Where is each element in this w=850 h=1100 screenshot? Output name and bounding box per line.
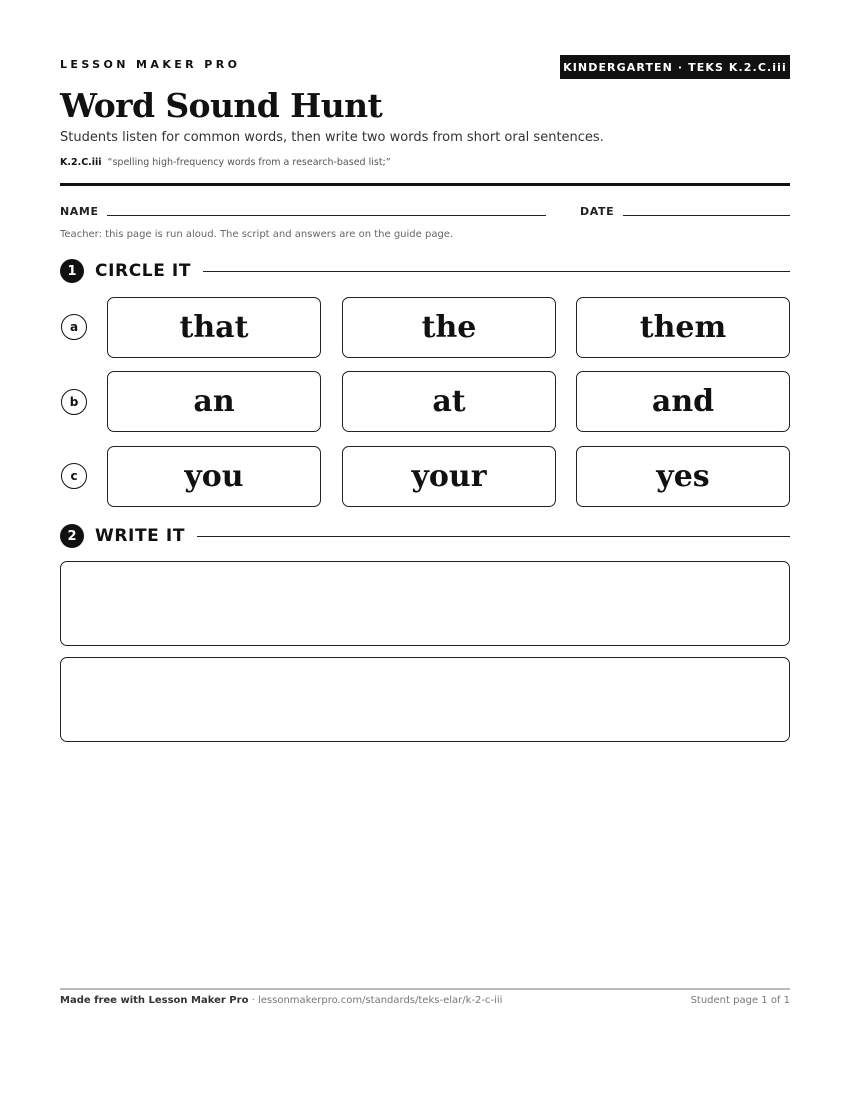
standard-code: K.2.C.iii [60,157,102,168]
row-letter-a: a [61,314,87,340]
header-divider [60,183,790,186]
word-card[interactable]: your [342,446,556,507]
word-card[interactable]: them [576,297,790,358]
word-card[interactable]: the [342,297,556,358]
page-subtitle: Students listen for common words, then write two words from short oral sentences. [60,130,604,145]
section-number-badge: 2 [60,524,84,548]
word-card[interactable]: that [107,297,321,358]
section-number-badge: 1 [60,259,84,283]
section-write-it-header [60,524,790,548]
section-title: WRITE IT [95,526,186,546]
brand-name: LESSON MAKER PRO [60,58,241,71]
date-label: DATE [580,205,615,218]
word-card[interactable]: you [107,446,321,507]
standard-text: “spelling high-frequency words from a research-based list;” [107,157,391,168]
section-circle-it-header [60,259,790,283]
word-card[interactable]: and [576,371,790,432]
footer-page-number: Student page 1 of 1 [690,995,790,1006]
standard-line [60,157,391,168]
footer-separator: · [248,995,258,1006]
section-title: CIRCLE IT [95,261,192,281]
page-title: Word Sound Hunt [60,86,383,125]
footer-credit [60,995,502,1006]
name-line[interactable] [107,215,546,216]
word-card[interactable]: an [107,371,321,432]
section-rule [203,271,790,272]
section-rule [197,536,790,537]
write-box[interactable] [60,657,790,742]
name-label: NAME [60,205,99,218]
row-letter-b: b [61,389,87,415]
footer-url[interactable]: lessonmakerpro.com/standards/teks-elar/k-2-c-iii [257,995,503,1006]
word-card[interactable]: at [342,371,556,432]
footer-divider [60,988,790,990]
date-line[interactable] [623,215,790,216]
row-letter-c: c [61,463,87,489]
footer-brand: Made free with Lesson Maker Pro [60,995,249,1006]
write-box[interactable] [60,561,790,646]
word-card[interactable]: yes [576,446,790,507]
grade-badge: KINDERGARTEN · TEKS K.2.C.iii [560,55,790,79]
teacher-note: Teacher: this page is run aloud. The script and answers are on the guide page. [60,229,454,240]
